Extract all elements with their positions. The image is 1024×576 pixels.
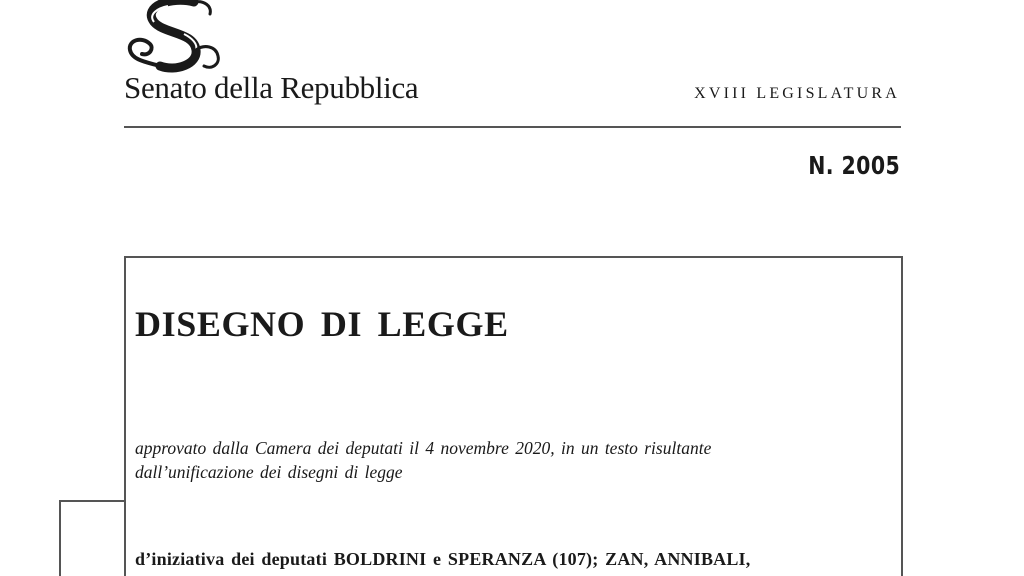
approval-line: approvato dalla Camera dei deputati il 4 novembre 2020, in un testo risultante: [135, 438, 712, 458]
approval-line: dall’unificazione dei disegni di legge: [135, 462, 403, 482]
side-frame: [59, 500, 126, 576]
legislature-label: XVIII LEGISLATURA: [694, 85, 900, 102]
approval-statement: [135, 436, 835, 484]
institution-name: Senato della Repubblica: [124, 70, 419, 105]
document-title: DISEGNO DI LEGGE: [135, 304, 509, 344]
senate-s-emblem-icon: [124, 0, 224, 74]
document-number: N. 2005: [807, 151, 900, 180]
header-divider: [124, 126, 901, 128]
initiative-line: d’iniziativa dei deputati BOLDRINI e SPERANZA (107); ZAN, ANNIBALI,: [135, 549, 751, 569]
